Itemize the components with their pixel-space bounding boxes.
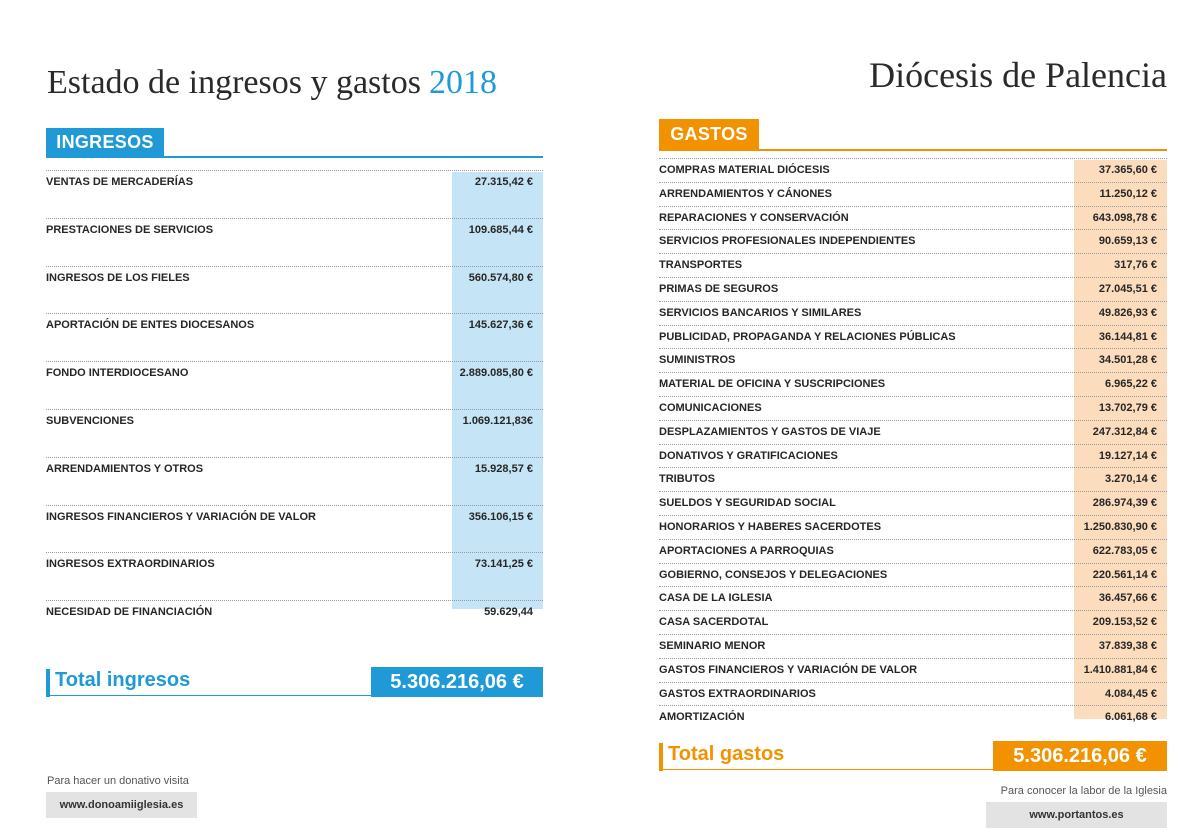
gastos-row-value: 37.365,60 € <box>1098 164 1157 176</box>
ingresos-row <box>46 170 543 218</box>
gastos-row-value: 317,76 € <box>1114 259 1157 272</box>
total-ingresos-underline <box>50 695 371 696</box>
gastos-row-label: MATERIAL DE OFICINA Y SUSCRIPCIONES <box>659 378 886 391</box>
gastos-row <box>659 372 1167 396</box>
gastos-row-label: GOBIERNO, CONSEJOS Y DELEGACIONES <box>659 568 888 581</box>
gastos-row <box>659 682 1167 706</box>
gastos-row-label: GASTOS FINANCIEROS Y VARIACIÓN DE VALOR <box>659 663 918 676</box>
gastos-row-label: PRIMAS DE SEGUROS <box>659 282 779 295</box>
total-gastos-underline <box>663 769 993 770</box>
info-link[interactable]: www.portantos.es <box>986 802 1167 828</box>
ingresos-row <box>46 409 543 457</box>
ingresos-label: INGRESOS <box>46 128 164 156</box>
ingresos-row-label: INGRESOS EXTRAORDINARIOS <box>46 558 215 571</box>
ingresos-row-value: 27.315,42 € <box>474 176 533 188</box>
ingresos-row-value: 2.889.085,80 € <box>459 367 533 380</box>
ingresos-row-label: FONDO INTERDIOCESANO <box>46 367 189 380</box>
gastos-row-label: SUELDOS Y SEGURIDAD SOCIAL <box>659 497 836 510</box>
gastos-row-value: 6.061,68 € <box>1105 711 1157 724</box>
gastos-row-value: 27.045,51 € <box>1098 282 1157 295</box>
gastos-label: GASTOS <box>659 119 759 149</box>
page-title-text: Estado de ingresos y gastos <box>47 64 421 101</box>
gastos-row-value: 90.659,13 € <box>1098 235 1157 248</box>
ingresos-row <box>46 552 543 600</box>
gastos-row <box>659 658 1167 682</box>
gastos-table <box>659 158 1167 729</box>
gastos-row <box>659 396 1167 420</box>
ingresos-row-value: 59.629,44 <box>484 606 533 619</box>
gastos-row-value: 37.839,38 € <box>1098 639 1157 652</box>
ingresos-row-value: 145.627,36 € <box>468 319 533 332</box>
gastos-row <box>659 467 1167 491</box>
total-gastos <box>659 741 1167 771</box>
info-text: Para conocer la labor de la Iglesia <box>1000 785 1167 797</box>
total-ingresos-label: Total ingresos <box>55 669 191 691</box>
gastos-row-label: TRANSPORTES <box>659 259 743 272</box>
ingresos-row-value: 15.928,57 € <box>474 462 533 475</box>
gastos-row-label: CASA DE LA IGLESIA <box>659 592 773 605</box>
gastos-row-value: 220.561,14 € <box>1092 568 1157 581</box>
gastos-row-value: 6.965,22 € <box>1105 378 1157 391</box>
gastos-row-value: 209.153,52 € <box>1092 616 1157 629</box>
gastos-row <box>659 586 1167 610</box>
gastos-row <box>659 420 1167 444</box>
gastos-row-value: 3.270,14 € <box>1105 473 1157 486</box>
gastos-row <box>659 515 1167 539</box>
page-title-year: 2018 <box>428 64 497 101</box>
ingresos-row-label: APORTACIÓN DE ENTES DIOCESANOS <box>46 319 255 332</box>
gastos-row-label: SEMINARIO MENOR <box>659 639 766 652</box>
gastos-row-label: COMUNICACIONES <box>659 401 762 414</box>
gastos-row-label: SERVICIOS BANCARIOS Y SIMILARES <box>659 306 862 319</box>
ingresos-row <box>46 266 543 314</box>
gastos-row <box>659 563 1167 587</box>
gastos-row-value: 4.084,45 € <box>1105 687 1157 700</box>
total-ingresos <box>46 667 543 697</box>
gastos-row-label: CASA SACERDOTAL <box>659 616 769 629</box>
ingresos-row-label: SUBVENCIONES <box>46 414 135 427</box>
gastos-row <box>659 539 1167 563</box>
ingresos-row-value: 73.141,25 € <box>474 558 533 571</box>
total-ingresos-accent <box>46 669 50 697</box>
ingresos-header <box>46 128 543 158</box>
gastos-row-value: 643.098,78 € <box>1092 211 1157 224</box>
gastos-row-label: GASTOS EXTRAORDINARIOS <box>659 687 816 700</box>
gastos-row-value: 622.783,05 € <box>1092 544 1157 557</box>
page-title <box>47 64 497 102</box>
gastos-row-label: DONATIVOS Y GRATIFICACIONES <box>659 449 838 462</box>
gastos-row-label: REPARACIONES Y CONSERVACIÓN <box>659 211 849 224</box>
ingresos-row <box>46 313 543 361</box>
gastos-row-label: COMPRAS MATERIAL DIÓCESIS <box>659 164 830 176</box>
gastos-row-value: 247.312,84 € <box>1092 425 1157 438</box>
total-gastos-value: 5.306.216,06 € <box>993 741 1167 771</box>
ingresos-row-label: VENTAS DE MERCADERÍAS <box>46 176 194 188</box>
ingresos-row <box>46 218 543 266</box>
gastos-row-label: APORTACIONES A PARROQUIAS <box>659 544 834 557</box>
gastos-row-value: 11.250,12 € <box>1099 187 1157 200</box>
gastos-header <box>659 119 1167 151</box>
gastos-row <box>659 348 1167 372</box>
ingresos-row-label: INGRESOS FINANCIEROS Y VARIACIÓN DE VALOR <box>46 510 316 523</box>
ingresos-row-value: 1.069.121,83€ <box>462 414 533 427</box>
gastos-row-value: 286.974,39 € <box>1092 497 1157 510</box>
gastos-row-value: 1.410.881,84 € <box>1083 663 1157 676</box>
ingresos-row-value: 356.106,15 € <box>468 510 533 523</box>
gastos-row <box>659 491 1167 515</box>
gastos-row-label: AMORTIZACIÓN <box>659 711 745 724</box>
ingresos-row-label: INGRESOS DE LOS FIELES <box>46 271 190 284</box>
gastos-row <box>659 206 1167 230</box>
organization-title: Diócesis de Palencia <box>869 55 1167 95</box>
gastos-row-label: DESPLAZAMIENTOS Y GASTOS DE VIAJE <box>659 425 881 438</box>
gastos-row <box>659 325 1167 349</box>
gastos-row <box>659 634 1167 658</box>
ingresos-table <box>46 170 543 648</box>
ingresos-row <box>46 600 543 648</box>
gastos-row-label: HONORARIOS Y HABERES SACERDOTES <box>659 520 882 533</box>
ingresos-row-value: 109.685,44 € <box>468 223 533 236</box>
ingresos-row <box>46 505 543 553</box>
ingresos-section <box>46 128 543 619</box>
donate-link[interactable]: www.donoamiiglesia.es <box>46 792 197 818</box>
donate-text: Para hacer un donativo visita <box>47 775 189 787</box>
gastos-row-value: 36.144,81 € <box>1098 330 1157 343</box>
gastos-row-value: 34.501,28 € <box>1098 354 1157 367</box>
gastos-row <box>659 253 1167 277</box>
total-gastos-accent <box>659 743 663 771</box>
gastos-row-value: 36.457,66 € <box>1098 592 1157 605</box>
gastos-row <box>659 182 1167 206</box>
gastos-row-value: 1.250.830,90 € <box>1083 520 1157 533</box>
gastos-row-label: ARRENDAMIENTOS Y CÁNONES <box>659 187 832 200</box>
gastos-row-label: SERVICIOS PROFESIONALES INDEPENDIENTES <box>659 235 916 248</box>
gastos-row <box>659 610 1167 634</box>
ingresos-row-label: PRESTACIONES DE SERVICIOS <box>46 223 214 236</box>
ingresos-row <box>46 361 543 409</box>
ingresos-row <box>46 457 543 505</box>
gastos-row-label: SUMINISTROS <box>659 354 736 367</box>
gastos-row <box>659 229 1167 253</box>
ingresos-row-value: 560.574,80 € <box>468 271 533 284</box>
gastos-row-value: 13.702,79 € <box>1098 401 1157 414</box>
gastos-row <box>659 158 1167 182</box>
gastos-row <box>659 444 1167 468</box>
total-ingresos-value: 5.306.216,06 € <box>371 667 543 697</box>
ingresos-row-label: ARRENDAMIENTOS Y OTROS <box>46 462 204 475</box>
gastos-row <box>659 277 1167 301</box>
gastos-row <box>659 705 1167 729</box>
total-gastos-label: Total gastos <box>668 743 785 765</box>
gastos-row <box>659 301 1167 325</box>
gastos-section <box>659 119 1167 724</box>
gastos-row-label: TRIBUTOS <box>659 473 716 486</box>
ingresos-row-label: NECESIDAD DE FINANCIACIÓN <box>46 606 213 619</box>
gastos-row-label: PUBLICIDAD, PROPAGANDA Y RELACIONES PÚBLICAS <box>659 330 956 343</box>
gastos-row-value: 19.127,14 € <box>1098 449 1157 462</box>
gastos-row-value: 49.826,93 € <box>1098 306 1157 319</box>
